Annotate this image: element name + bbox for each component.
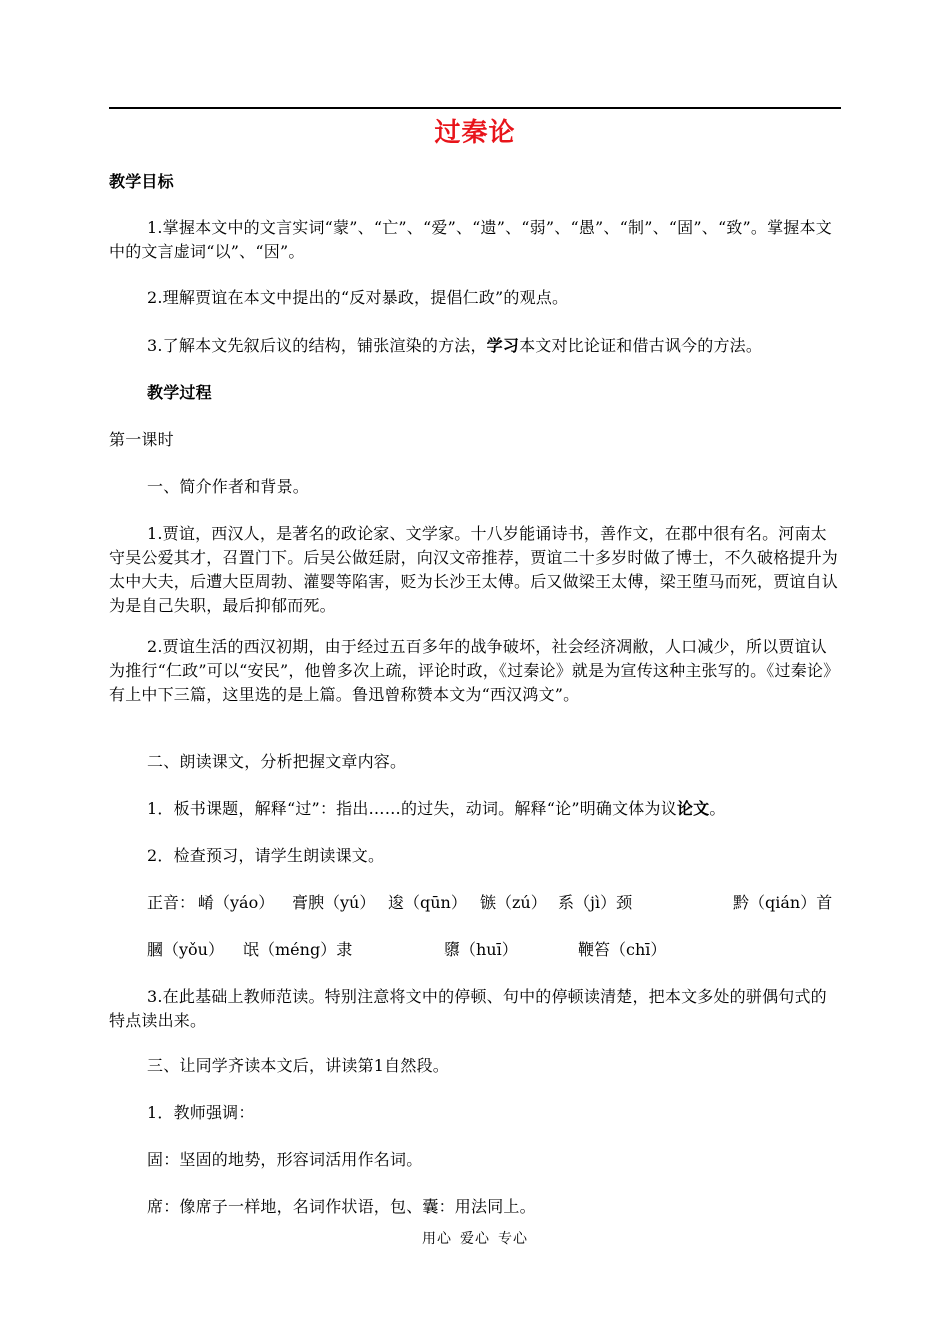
goal-3 [109,334,841,358]
section-2-p1-bold: 论文 [676,799,710,818]
process-heading: 教学过程 [147,383,212,402]
goal-3-bold: 学习 [486,336,520,355]
pronunciation-item: 系（jì）颈 [558,893,633,912]
section-3-paragraph-3: 席：像席子一样地，名词作状语，包、囊：用法同上。 [147,1197,536,1216]
document-title: 过秦论 [434,118,516,148]
footer-word: 爱心 [460,1231,490,1247]
section-1-paragraph-2: 2.贾谊生活的西汉初期，由于经过五百多年的战争破坏，社会经济凋敝，人口减少，所以贾谊认为推行“仁政”可以“安民”，他曾多次上疏，评论时政，《过秦论》就是为宣传这种主张写的。《过秦论》有上中下三篇，这里选的是上篇。鲁迅曾称赞本文为“西汉鸿文”。 [109,637,840,704]
footer-word: 专心 [498,1231,528,1247]
pronunciation-item: 膕（yǒu） [147,940,224,959]
section-1-paragraph-1: 1.贾谊，西汉人，是著名的政论家、文学家。十八岁能诵诗书，善作文，在郡中很有名。河南太守吴公爱其才，召置门下。后吴公做廷尉，向汉文帝推荐，贾谊二十多岁时做了博士，不久破格提升为太中大夫，后遭大臣周勃、灌婴等陷害，贬为长沙王太傅。后又做梁王太傅，梁王堕马而死，贾谊自认为是自己失职，最后抑郁而死。 [109,524,839,615]
section-3-paragraph-1: 1．教师强调： [147,1103,255,1122]
header-rule [109,107,841,109]
pronunciation-item: 鞭笞（chī） [578,940,667,959]
section-2-paragraph-3: 3.在此基础上教师范读。特别注意将文中的停顿、句中的停顿读清楚，把本文多处的骈偶句式的特点读出来。 [109,987,827,1030]
goal-1: 1.掌握本文中的文言实词“蒙”、“亡”、“爱”、“遗”、“弱”、“愚”、“制”、“固”、“致”。掌握本文中的文言虚词“以”、“因”。 [109,218,832,261]
section-2-paragraph-2: 2．检查预习，请学生朗读课文。 [147,846,385,865]
section-2-heading: 二、朗读课文，分析把握文章内容。 [147,752,407,771]
goal-3-text-end: 本文对比论证和借古讽今的方法。 [519,336,763,355]
section-2-p1-end: 。 [709,799,726,818]
pronunciation-item: 隳（huī） [444,940,518,959]
lesson-label: 第一课时 [109,430,174,449]
pronunciation-item: 氓（méng）隶 [243,940,353,959]
pronunciation-item: 黔（qián）首 [733,893,833,912]
section-1-heading: 一、简介作者和背景。 [147,477,310,496]
section-3-paragraph-2: 固：坚固的地势，形容词活用作名词。 [147,1150,423,1169]
section-3-heading: 三、让同学齐读本文后，讲读第1自然段。 [147,1056,449,1075]
footer-word: 用心 [422,1231,452,1247]
section-2-paragraph-1 [109,797,841,821]
pronunciation-item: 膏腴（yú） [292,893,376,912]
goals-heading: 教学目标 [109,172,174,191]
section-2-p1-text: 1．板书课题，解释“过”：指出……的过失，动词。解释“论”明确文体为议 [147,799,677,818]
page-footer [0,1228,950,1248]
pronunciation-item: 逡（qūn） [388,893,467,912]
pronunciation-item: 镞（zú） [480,893,547,912]
pronunciation-item: 崤（yáo） [198,893,275,912]
pronunciation-label: 正音： [147,893,196,912]
goal-2: 2.理解贾谊在本文中提出的“反对暴政，提倡仁政”的观点。 [147,288,569,307]
goal-3-text: 3.了解本文先叙后议的结构，铺张渲染的方法， [147,336,487,355]
